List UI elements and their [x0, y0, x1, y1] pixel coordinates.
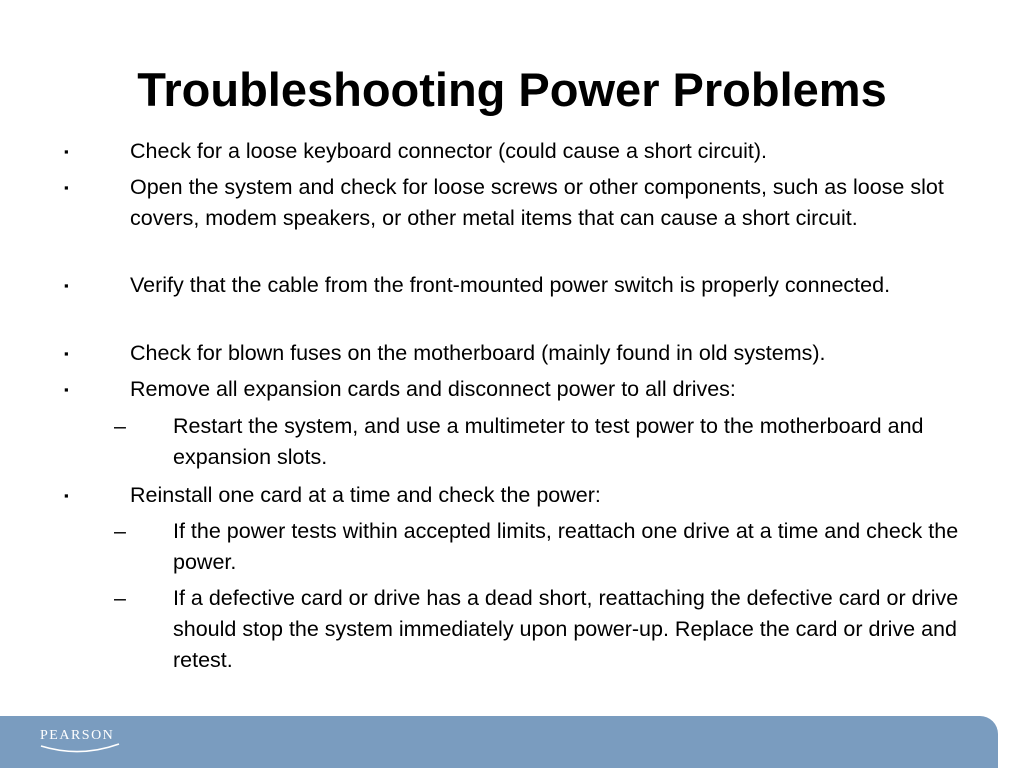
sub-bullet-text: If the power tests within accepted limits, reattach one drive at a time and check the power.	[173, 519, 959, 574]
bullet-text: Remove all expansion cards and disconnect power to all drives:	[130, 377, 736, 401]
bullet-marker: ▪	[64, 346, 69, 361]
bullet-marker: ▪	[64, 180, 69, 195]
sub-bullet-text: If a defective card or drive has a dead short, reattaching the defective card or drive should stop the system immediately upon power-up. Replace the card or drive and retest.	[173, 586, 959, 672]
bullet-marker: ▪	[64, 144, 69, 159]
sub-bullet-text: Restart the system, and use a multimeter to test power to the motherboard and expansion slots.	[173, 414, 924, 469]
bullet-text: Verify that the cable from the front-mounted power switch is properly connected.	[130, 273, 891, 297]
bullet-marker: ▪	[64, 488, 69, 503]
pearson-logo	[40, 728, 130, 758]
logo-swoosh-icon	[40, 742, 120, 756]
bullet-marker: ▪	[64, 382, 69, 397]
bullet-marker: ▪	[64, 278, 69, 293]
footer-bar	[0, 716, 998, 768]
dash-marker: –	[114, 519, 126, 543]
dash-marker: –	[114, 586, 126, 610]
dash-marker: –	[114, 414, 126, 438]
bullet-text: Check for blown fuses on the motherboard (mainly found in old systems).	[130, 341, 826, 365]
logo-text: PEARSON	[40, 728, 115, 743]
bullet-text: Check for a loose keyboard connector (could cause a short circuit).	[130, 139, 767, 163]
bullet-text: Open the system and check for loose screws or other components, such as loose slot covers, modem speakers, or other metal items that can cause a short circuit.	[130, 175, 944, 230]
slide-title: Troubleshooting Power Problems	[137, 63, 887, 116]
bullet-text: Reinstall one card at a time and check the power:	[130, 483, 601, 507]
